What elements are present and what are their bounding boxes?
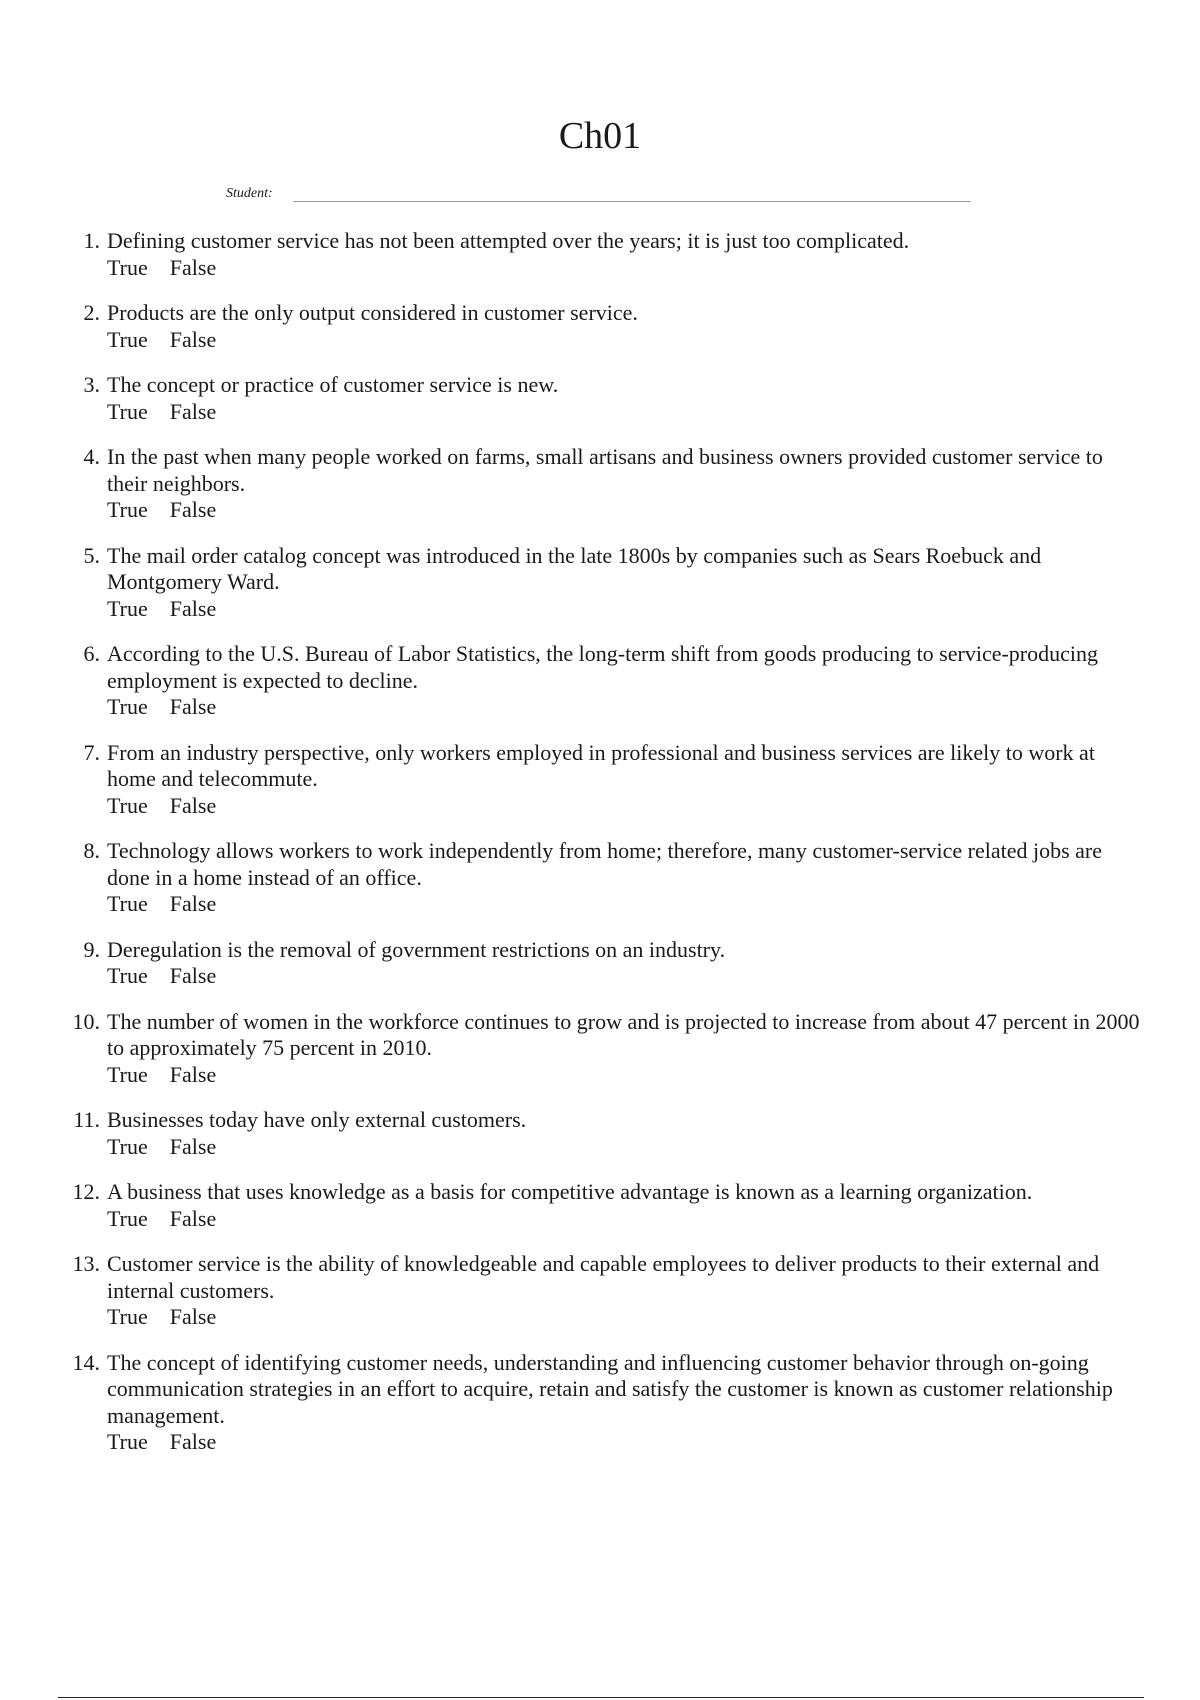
answer-false: False [169,1205,217,1231]
question-number: 12. [72,1179,100,1204]
question-text: The concept of identifying customer needs, understanding and influencing customer behavior through on-going communication strategies in an effort to acquire, retain and satisfy the customer is known as customer relationship management. [107,1349,1113,1428]
answer-options [107,1429,1148,1456]
answer-options [107,1206,1148,1233]
answer-options [107,497,1148,524]
question-item [58,543,1148,623]
answer-true: True [107,254,148,280]
answer-false: False [169,326,217,352]
question-number: 5. [83,542,100,568]
question-number: 14. [72,1349,100,1375]
page-title: Ch01 [558,115,642,157]
question-number: 9. [83,936,100,962]
answer-true: True [107,326,148,352]
answer-options [107,963,1148,990]
answer-true: True [107,497,148,522]
question-number: 3. [83,372,100,397]
answer-true: True [107,963,148,988]
question-text: Deregulation is the removal of government restrictions on an industry. [107,936,726,962]
answer-true: True [107,1304,148,1329]
answer-options [107,793,1148,820]
answer-options [107,694,1148,721]
answer-false: False [169,891,217,916]
question-number: 4. [83,444,100,469]
question-number: 11. [73,1107,100,1132]
question-item [58,937,1148,990]
question-text: Technology allows workers to work independently from home; therefore, many customer-service related jobs are done in a home instead of an office. [107,838,1103,890]
question-number: 7. [83,739,100,765]
question-text: In the past when many people worked on farms, small artisans and business owners provided customer service to their neighbors. [107,444,1103,496]
answer-false: False [169,963,217,988]
question-text: Defining customer service has not been attempted over the years; it is just too complicated. [107,228,910,253]
answer-false: False [169,694,217,719]
answer-true: True [107,891,148,916]
answer-options [107,1304,1148,1331]
question-number: 13. [72,1251,100,1276]
question-item [58,300,1148,353]
answer-false: False [169,497,217,522]
answer-false: False [169,398,217,424]
question-item [58,372,1148,425]
question-number: 1. [83,228,100,253]
answer-options [107,1062,1148,1089]
student-name-line [293,201,971,202]
question-text: The mail order catalog concept was introduced in the late 1800s by companies such as Sears Roebuck and Montgomery Ward. [107,542,1042,594]
question-item [58,1251,1148,1331]
question-text: The number of women in the workforce continues to grow and is projected to increase from about 47 percent in 2000 to approximately 75 percent in 2010. [107,1008,1140,1060]
question-item [58,740,1148,820]
answer-true: True [107,1429,148,1454]
question-number: 10. [72,1008,100,1034]
answer-true: True [107,398,148,424]
answer-true: True [107,1205,148,1231]
answer-false: False [169,595,217,621]
question-number: 2. [83,300,100,325]
answer-true: True [107,694,148,719]
question-text: According to the U.S. Bureau of Labor Statistics, the long-term shift from goods producing to service-producing employment is expected to decline. [107,641,1099,693]
answer-true: True [107,1061,148,1087]
answer-options [107,327,1148,354]
question-number: 6. [83,641,100,666]
answer-false: False [169,1304,217,1329]
question-text: Customer service is the ability of knowledgeable and capable employees to deliver products to their external and internal customers. [107,1251,1100,1303]
question-item [58,1009,1148,1089]
answer-options [107,1134,1148,1161]
answer-false: False [169,1429,217,1454]
question-text: A business that uses knowledge as a basis for competitive advantage is known as a learning organization. [107,1179,1033,1204]
answer-true: True [107,1133,148,1159]
question-item [58,641,1148,721]
question-text: Businesses today have only external customers. [107,1107,527,1132]
answer-options [107,255,1148,282]
question-text: From an industry perspective, only workers employed in professional and business services are likely to work at home and telecommute. [107,739,1095,791]
answer-options [107,891,1148,918]
question-item [58,228,1148,281]
question-text: Products are the only output considered in customer service. [107,300,638,325]
student-name-row [226,184,976,206]
question-item [58,444,1148,524]
footer-rule [58,1697,1144,1698]
question-item [58,1350,1148,1456]
question-item [58,1179,1148,1232]
answer-true: True [107,792,148,818]
question-list [58,228,1148,1475]
answer-false: False [169,1133,217,1159]
answer-false: False [169,1061,217,1087]
answer-options [107,399,1148,426]
question-number: 8. [83,838,100,863]
question-text: The concept or practice of customer service is new. [107,372,559,397]
answer-false: False [169,792,217,818]
answer-false: False [169,254,217,280]
answer-true: True [107,595,148,621]
question-item [58,1107,1148,1160]
question-item [58,838,1148,918]
student-label: Student: [226,186,273,201]
answer-options [107,596,1148,623]
